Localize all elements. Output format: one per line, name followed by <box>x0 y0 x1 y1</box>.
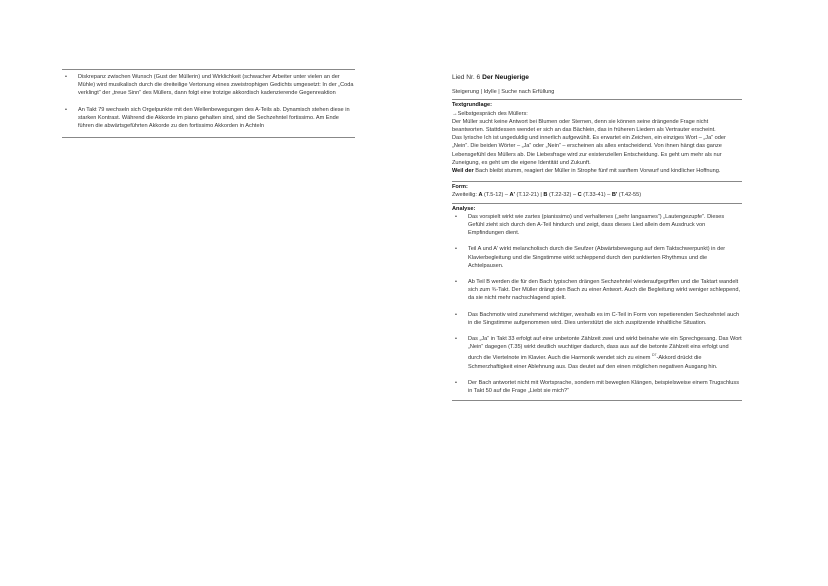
textgrundlage-section <box>452 101 742 175</box>
text: Zweiteilig: <box>452 192 479 199</box>
bullet-text: An Takt 79 wechseln sich Orgelpunkte mit den Wellenbewegungen des A-Teils ab. Dynamisch stehen diese in starken Kontrast. Während die Akkorde im piano gehalten sind, sind die Sechzehntel fortissimo. Am Ende führen die abwärtsgeführten Akkorde zu den fortissimo Akkorden in Achteln <box>78 106 350 130</box>
bullet-text: Der Bach antwortet nicht mit Wortsprache, sondern mit bewegten Klängen, beispielsweise einem Trugschluss in Takt 50 auf die Frage „Liebt sie mich?“ <box>468 379 740 394</box>
list-item <box>62 106 355 131</box>
bullet-text: Ab Teil B werden die für den Bach typischen drängen Sechzehntel wiederaufgegriffen und die Taktart wandelt sich zum ¾-Takt. Der Müller drängt den Bach zu einer Antwort. Auch die Begleitung wirkt weniger schleppend, da sie nicht mehr nachschlagend spielt. <box>468 279 741 302</box>
part-range: (T.33-41) – <box>581 192 612 199</box>
list-item <box>452 213 742 238</box>
bullet-icon: • <box>455 246 457 253</box>
bullet-icon: • <box>455 213 457 220</box>
spacer <box>62 98 355 106</box>
paragraph <box>452 167 742 175</box>
section-heading: Textgrundlage: <box>452 102 492 109</box>
paragraph: Der Müller sucht keine Antwort bei Blumen oder Sternen, denn sie können seine drängende Frage nicht beantworten. Stattdessen wendet er sich an das Bächlein, das in früheren Liedern als Vertrauter erscheint. <box>452 118 716 134</box>
list-item <box>452 379 742 395</box>
bullet-icon: • <box>65 74 67 80</box>
bullet-icon: • <box>65 106 67 113</box>
part-range: (T.12-21) | <box>514 192 544 199</box>
divider <box>62 137 355 138</box>
spacer <box>452 270 742 278</box>
chord-superscript: D7 <box>651 353 657 358</box>
text: Bach bleibt stumm, reagiert der Müller in Strophe fünf mit sanftem Vorwurf und kindlicher Hoffnung. <box>473 168 721 175</box>
spacer <box>452 371 742 379</box>
section-heading: Form: <box>452 184 468 191</box>
page-title <box>452 74 742 82</box>
bullet-icon: • <box>455 311 457 318</box>
part-range: (T.42-55) <box>617 192 642 199</box>
divider <box>62 69 355 70</box>
bullet-text: -Akkord drückt die Schmerzhaftigkeit einer Ablehnung aus. Das deutet auf den einen möglichen negativen Ausgang hin. <box>468 355 718 370</box>
part-label: A <box>478 192 483 199</box>
bullet-text: Das „Ja“ in Takt 33 erfolgt auf eine unbetonte Zählzeit zwei und wirkt beinahe wie ein Sprechgesang. Das Wort „Nein“ dagegen (T.35) wirkt deutlich wuchtiger dadurch, dass aus auf die betonte Zählzeit eins erfolgt und durch die Viertelnote im Klavier. Auch die Harmonik wendet sich zu einem <box>468 336 742 362</box>
list-item <box>452 245 742 270</box>
bullet-list <box>62 73 355 130</box>
divider <box>452 181 742 182</box>
bullet-text: Das Bachmotiv wird zunehmend wichtiger, weshalb es im C-Teil in Form von repetierenden Sechzehntel auch in die Singstimme aufgenommen wird. Dies unterstützt die sich zuspitzende inhaltliche Situation. <box>468 311 740 326</box>
divider <box>452 99 742 100</box>
part-range: (T.5-12) – <box>482 192 510 199</box>
section-heading: Analyse: <box>452 205 476 212</box>
list-item <box>452 278 742 303</box>
subtitle: Steigerung | Idylle | Suche nach Erfüllung <box>452 89 555 96</box>
analyse-section <box>452 205 742 396</box>
title-prefix: Lied Nr. 6 <box>452 74 483 81</box>
bold-text: Weil der <box>452 168 474 175</box>
bullet-text: Teil A und A' wirkt melancholisch durch die Seufzer (Abwärtsbewegung auf dem Taktschwerpunkt) in der Klavierbegleitung und die Singstimme wirkt schleppend durch den punktierten Rhythmus und die Achtelpausen. <box>468 246 726 269</box>
right-column <box>452 74 742 401</box>
form-line <box>452 191 742 199</box>
spacer <box>452 237 742 245</box>
bullet-text: Das vorspielt wirkt wie zartes (pianissimo) und verhaltenes („sehr langsames“) „Lautengezupfe“. Dieses Gefühl zieht sich durch den A-Teil hindurch und zeigt, dass dieses Lied allein dem Ausdruck von Empfindungen dient. <box>468 213 725 237</box>
form-section <box>452 183 742 199</box>
part-label: B' <box>611 192 618 199</box>
part-label: A' <box>509 192 515 199</box>
spacer <box>452 303 742 311</box>
left-column <box>62 69 355 138</box>
bullet-icon: • <box>455 279 457 286</box>
divider <box>452 203 742 204</box>
bullet-text: Diskrepanz zwischen Wunsch (Gust der Müllerin) und Wirklichkeit (schwacher Arbeiter unter vielen an der Mühle) wird musikalisch durch die dreiteilige Vertonung eines zweistrophigen Gedichts umgesetzt: In der „Coda verklingt“ der „treue Sinn“ des Müllers, dann folgt eine trotzige akkordisch kadenzierende Gegenreaktion <box>78 74 354 97</box>
part-range: (T.22-32) – <box>547 192 578 199</box>
spacer <box>452 327 742 335</box>
bullet-icon: • <box>455 379 457 386</box>
title-bold: Der Neugierige <box>482 74 529 81</box>
paragraph: Das lyrische Ich ist ungeduldig und innerlich aufgewühlt. Es erwartet ein Zeichen, ein einziges Wort – „Ja“ oder „Nein“. Die beiden Wörter – „Ja“ oder „Nein“ – erscheinen als alles entscheidend. Von ihnen hängt das ganze Lebensgefühl des Müllers ab. Die Liebesfrage wird zur existenziellen Entscheidung. Es geht um mehr als nur Zuneigung, es geht um die eigene Identität und Zukunft. <box>452 135 726 166</box>
list-item <box>62 73 355 98</box>
bullet-icon: • <box>455 336 457 343</box>
part-label: B <box>543 192 548 199</box>
list-item <box>452 311 742 327</box>
bullet-list <box>452 213 742 395</box>
text-line: →Selbstgespräch des Müllers: <box>452 110 528 117</box>
divider <box>452 400 742 401</box>
list-item <box>452 335 742 371</box>
part-label: C <box>577 192 582 199</box>
